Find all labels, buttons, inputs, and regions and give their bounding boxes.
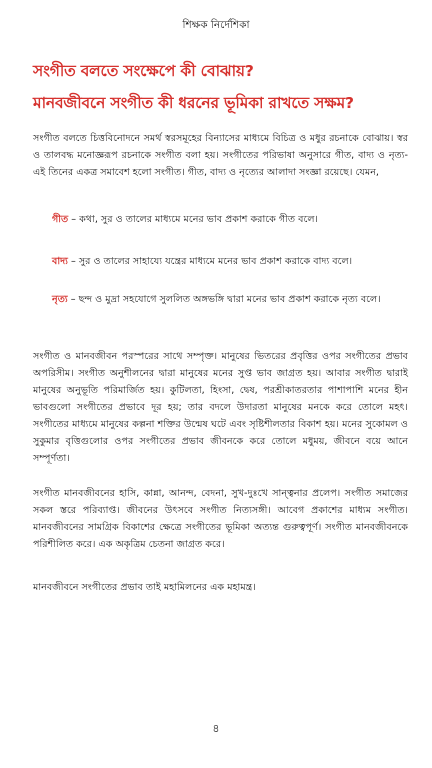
body-paragraph-2: সংগীত মানবজীবনের হাসি, কান্না, আনন্দ, বেদনা, সুখ-দুঃখে সান্ত্বনার প্রলেপ। সংগীত সমাজের সকল স্তরে পরিব্যাপ্ত। জীবনের উৎসবে সংগীত নিত্যসঙ্গী। আবেগ প্রকাশের মাধ্যম সংগীত। মানবজীবনের সামগ্রিক বিকাশের ক্ষেত্রে সংগীতের ভূমিকা অত্যন্ত গুরুত্বপূর্ণ। সংগীত মানবজীবনকে পরিশীলিত করে। এক অকৃত্রিম চেতনা জাগ্রত করে। — [33, 488, 408, 550]
definition-term: গীত — [52, 214, 69, 225]
question-heading-2: মানবজীবনে সংগীত কী ধরনের ভূমিকা রাখতে সক্ষম? — [33, 94, 354, 112]
definition-text: – ছন্দ ও মুদ্রা সহযোগে সুললিত অঙ্গভঙ্গি দ্বারা মনের ভাব প্রকাশ করাকে নৃত্য বলে। — [67, 294, 381, 305]
body-paragraph-3: মানবজীবনে সংগীতের প্রভাব তাই মহামিলনের এক মহামন্ত্র। — [33, 582, 256, 593]
body-paragraph-1: সংগীত ও মানবজীবন পরস্পরের সাথে সম্পৃক্ত। মানুষের ভিতরের প্রবৃত্তির ওপর সংগীতের প্রভাব অপরিসীম। সংগীত অনুশীলনের দ্বারা মানুষের মনের সুপ্ত ভাব জাগ্রত হয়। আবার সংগীত দ্বারাই মানুষের অনুভূতি পরিমার্জিত হয়। কুটিলতা, হিংসা, দ্বেষ, পরশ্রীকাতরতার পাশাপাশি মনের হীন ভাবগুলো সংগীতের প্রভাবে দূর হয়; তার বদলে উদারতা মানুষের মনকে করে তোলে মহৎ। সংগীতের মাধ্যমে মানুষের কল্পনা শক্তির উন্মেষ ঘটে এবং সৃষ্টিশীলতার বিকাশ হয়। মনের সুকোমল ও সুকুমার বৃত্তিগুলোর ওপর সংগীতের প্রভাব জীবনকে করে তোলে মধুময়, জীবনে বয়ে আনে সম্পূর্ণতা। — [33, 351, 408, 464]
question-heading-1: সংগীত বলতে সংক্ষেপে কী বোঝায়? — [33, 62, 254, 80]
definition-item-nritya — [52, 292, 412, 308]
definition-item-badya — [52, 254, 412, 270]
page-header: শিক্ষক নির্দেশিকা — [182, 19, 250, 31]
definition-item-geet — [52, 212, 412, 228]
definition-term: বাদ্য — [52, 256, 68, 267]
intro-paragraph: সংগীত বলতে চিত্তবিনোদনে সমর্থ স্বরসমূহের বিন্যাসের মাধ্যমে বিচিত্র ও মধুর রচনাকে বোঝায়। স্বর ও তালবদ্ধ মনোজ্ঞরূপ রচনাকে সংগীত বলা হয়। সংগীতের পরিভাষা অনুসারে গীত, বাদ্য ও নৃত্য-এই তিনের একত্র সমাবেশ হলো সংগীত। গীত, বাদ্য ও নৃত্যের আলাদা সংজ্ঞা রয়েছে। যেমন, — [33, 133, 408, 178]
definition-text: – সুর ও তালের সাহায্যে যন্ত্রের মাধ্যমে মনের ভাব প্রকাশ করাকে বাদ্য বলে। — [67, 256, 353, 267]
definition-term: নৃত্য — [52, 294, 68, 305]
page-number: ৪ — [212, 722, 220, 735]
definition-text: – কথা, সুর ও তালের মাধ্যমে মনের ভাব প্রকাশ করাকে গীত বলে। — [68, 214, 318, 225]
